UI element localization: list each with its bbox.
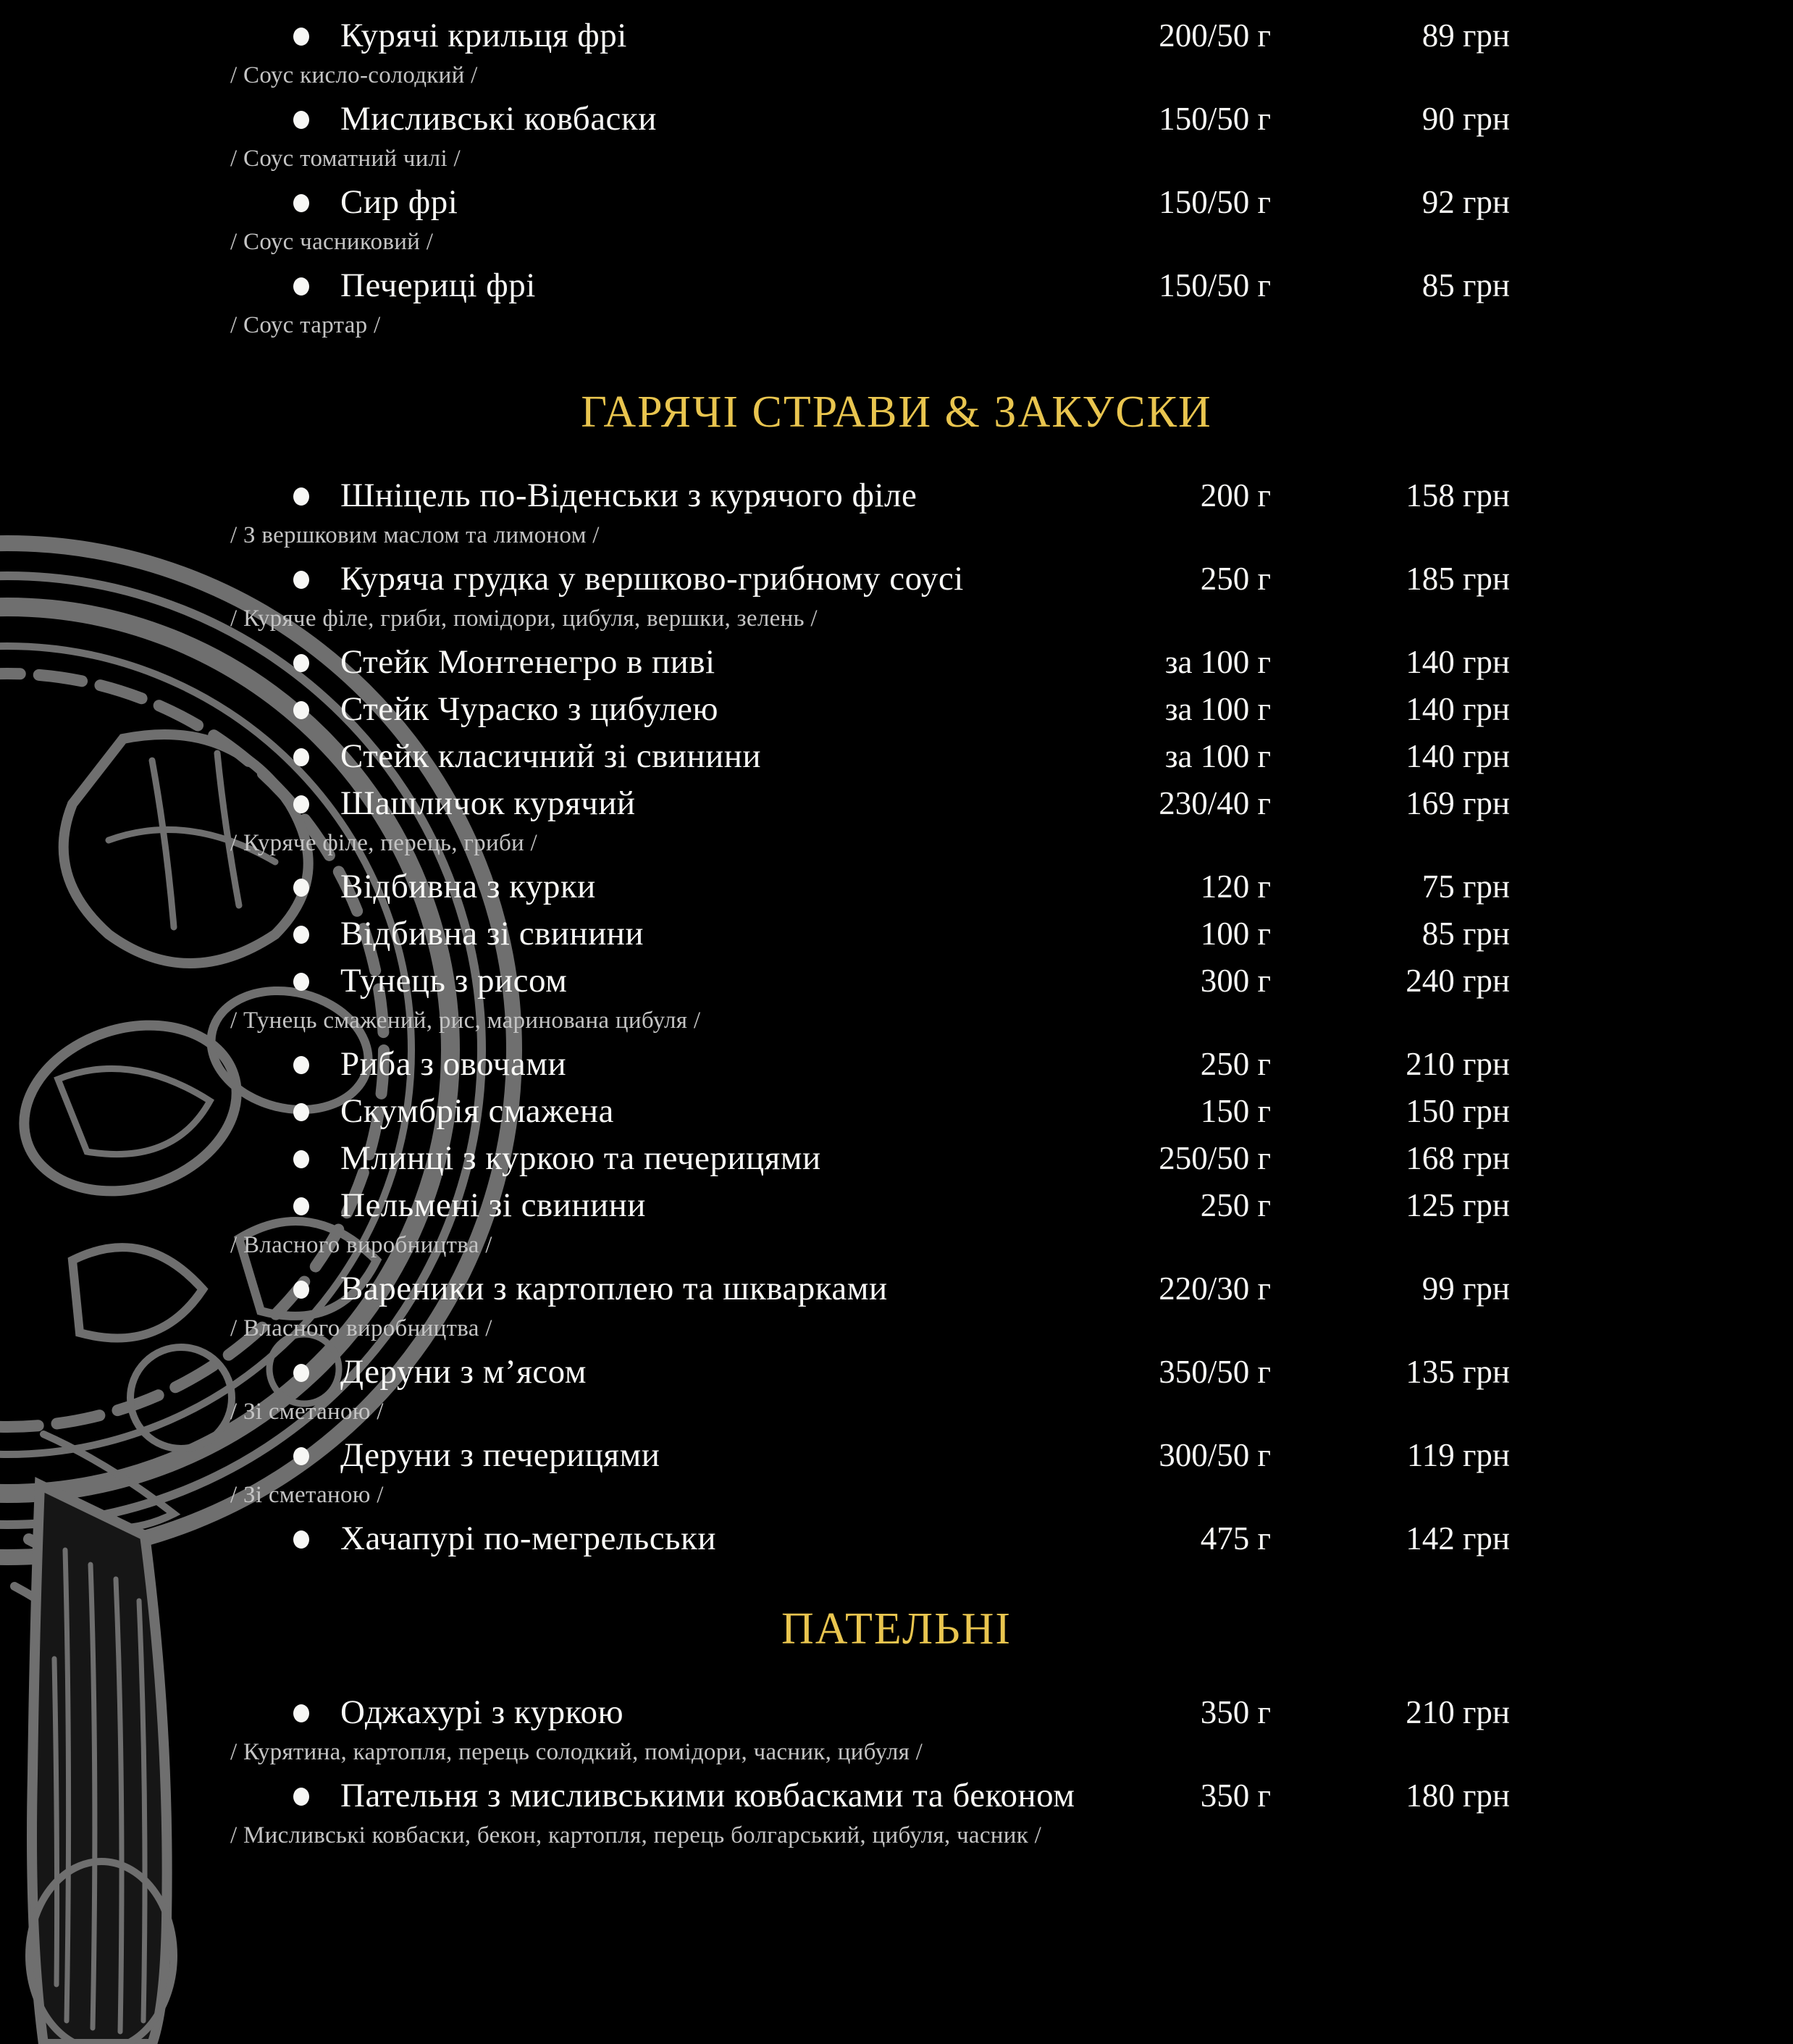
menu-item-row [0, 1433, 1793, 1513]
item-name: Стейк класичний зі свинини [340, 737, 762, 775]
item-name: Шніцель по-Віденськи з курячого філе [340, 477, 918, 514]
item-ingredients-note: / Курятина, картопля, перець солодкий, помідори, часник, цибуля / [230, 1739, 923, 1765]
menu-item-line [0, 1042, 1793, 1086]
menu-item-line [0, 1774, 1793, 1817]
menu-item-name-cell [293, 557, 1075, 600]
item-name: Шашличок курячий [340, 784, 636, 822]
bullet-icon [293, 782, 340, 825]
menu-item-line [0, 1136, 1793, 1180]
item-ingredients-note: / Зі сметаною / [230, 1482, 384, 1508]
bullet-icon [293, 1136, 340, 1180]
menu-item-line [0, 14, 1793, 57]
menu-item-line [0, 1433, 1793, 1477]
item-name: Риба з овочами [340, 1045, 567, 1083]
menu-item-line [0, 1517, 1793, 1560]
item-ingredients-note: / Соус часниковий / [230, 229, 434, 255]
bullet-icon [293, 1184, 340, 1227]
bullet-icon [293, 264, 340, 307]
item-weight: 250 г [1200, 1046, 1271, 1082]
menu-item-line [0, 1267, 1793, 1310]
bullet-icon [293, 1433, 340, 1477]
menu-item-name-cell [293, 1433, 1075, 1477]
item-name: Деруни з печерицями [340, 1436, 660, 1474]
item-name: Куряча грудка у вершково-грибному соусі [340, 560, 964, 598]
menu-item-line [0, 474, 1793, 517]
item-ingredients-note: / Соус тартар / [230, 312, 381, 338]
item-weight: 220/30 г [1159, 1270, 1271, 1307]
menu-item-line [0, 180, 1793, 224]
item-ingredients-note: / Тунець смажений, рис, маринована цибуля / [230, 1008, 701, 1034]
item-ingredients-note: / Власного виробництва / [230, 1232, 492, 1258]
item-name: Відбивна зі свинини [340, 915, 644, 952]
menu-item-row [0, 97, 1793, 177]
menu-item-row [0, 640, 1793, 684]
menu-item-name-cell [293, 687, 1075, 731]
item-weight: 150/50 г [1159, 267, 1271, 303]
item-price: 180 грн [1406, 1777, 1510, 1814]
item-name: Пательня з мисливськими ковбасками та беконом [340, 1777, 1075, 1814]
item-name: Деруни з м’ясом [340, 1353, 587, 1391]
menu-item-row [0, 180, 1793, 260]
item-weight: 300 г [1200, 963, 1271, 999]
item-weight: 230/40 г [1159, 785, 1271, 821]
item-weight: 150 г [1200, 1093, 1271, 1129]
menu-item-name-cell [293, 1774, 1075, 1817]
item-price: 158 грн [1406, 477, 1510, 514]
menu-item-row [0, 264, 1793, 343]
bullet-icon [293, 1691, 340, 1734]
item-price: 150 грн [1406, 1093, 1510, 1129]
bullet-icon [293, 14, 340, 57]
menu-item-row [0, 1517, 1793, 1560]
bullet-icon [293, 687, 340, 731]
bullet-icon [293, 1517, 340, 1560]
item-weight: за 100 г [1164, 691, 1271, 727]
item-ingredients-note: / Соус томатний чилі / [230, 146, 461, 172]
item-weight: 300/50 г [1159, 1437, 1271, 1473]
menu-item-name-cell [293, 1184, 1075, 1227]
menu-item-line [0, 264, 1793, 307]
menu-item-row [0, 557, 1793, 637]
item-price: 75 грн [1422, 868, 1510, 905]
menu-item-line [0, 865, 1793, 908]
item-name: Оджахурі з куркою [340, 1693, 624, 1731]
bullet-icon [293, 1089, 340, 1133]
item-price: 140 грн [1406, 738, 1510, 774]
item-name: Хачапурі по-мегрельськи [340, 1520, 716, 1557]
menu-item-name-cell [293, 1517, 1075, 1560]
item-price: 140 грн [1406, 691, 1510, 727]
item-name: Мисливські ковбаски [340, 100, 657, 138]
menu-item-row [0, 1184, 1793, 1263]
section-title: ГАРЯЧІ СТРАВИ & ЗАКУСКИ [581, 388, 1212, 437]
item-price: 185 грн [1406, 561, 1510, 597]
menu-item-line [0, 1691, 1793, 1734]
menu-item-row [0, 734, 1793, 778]
menu-item-line [0, 97, 1793, 141]
item-ingredients-note: / Мисливські ковбаски, бекон, картопля, перець болгарський, цибуля, часник / [230, 1822, 1042, 1848]
menu-item-name-cell [293, 14, 1075, 57]
menu-item-name-cell [293, 782, 1075, 825]
menu-item-line [0, 912, 1793, 955]
menu-item-row [0, 1267, 1793, 1346]
bullet-icon [293, 912, 340, 955]
item-name: Відбивна з курки [340, 868, 596, 905]
item-price: 169 грн [1406, 785, 1510, 821]
bullet-icon [293, 180, 340, 224]
item-name: Пельмені зі свинини [340, 1186, 646, 1224]
item-price: 85 грн [1422, 916, 1510, 952]
item-price: 140 грн [1406, 644, 1510, 680]
item-weight: 350 г [1200, 1694, 1271, 1730]
item-price: 240 грн [1406, 963, 1510, 999]
item-ingredients-note: / Власного виробництва / [230, 1315, 492, 1341]
menu-item-name-cell [293, 264, 1075, 307]
menu-item-line [0, 959, 1793, 1002]
item-name: Вареники з картоплею та шкварками [340, 1270, 888, 1307]
menu-item-row [0, 1136, 1793, 1180]
item-price: 142 грн [1406, 1520, 1510, 1557]
item-price: 99 грн [1422, 1270, 1510, 1307]
item-weight: 100 г [1200, 916, 1271, 952]
menu-item-row [0, 687, 1793, 731]
menu-item-line [0, 557, 1793, 600]
bullet-icon [293, 1042, 340, 1086]
item-name: Стейк Чураско з цибулею [340, 690, 718, 728]
item-weight: 250/50 г [1159, 1140, 1271, 1176]
bullet-icon [293, 865, 340, 908]
item-weight: 350/50 г [1159, 1354, 1271, 1390]
item-weight: 120 г [1200, 868, 1271, 905]
menu-item-row [0, 1691, 1793, 1770]
item-ingredients-note: / Куряче філе, перець, гриби / [230, 830, 538, 856]
menu-item-line [0, 1184, 1793, 1227]
menu-item-name-cell [293, 1089, 1075, 1133]
item-weight: 350 г [1200, 1777, 1271, 1814]
menu-item-line [0, 734, 1793, 778]
item-price: 89 грн [1422, 17, 1510, 54]
item-weight: за 100 г [1164, 738, 1271, 774]
item-name: Сир фрі [340, 183, 458, 221]
bullet-icon [293, 557, 340, 600]
item-weight: 200/50 г [1159, 17, 1271, 54]
item-ingredients-note: / Соус кисло-солодкий / [230, 62, 478, 88]
item-name: Курячі крильця фрі [340, 17, 627, 54]
menu-item-line [0, 1350, 1793, 1394]
menu-item-name-cell [293, 1267, 1075, 1310]
item-ingredients-note: / Куряче філе, гриби, помідори, цибуля, вершки, зелень / [230, 606, 818, 632]
menu-item-line [0, 687, 1793, 731]
menu-item-name-cell [293, 1042, 1075, 1086]
bullet-icon [293, 97, 340, 141]
menu-item-row [0, 14, 1793, 93]
item-weight: 250 г [1200, 1187, 1271, 1223]
bullet-icon [293, 1774, 340, 1817]
item-name: Стейк Монтенегро в пиві [340, 643, 715, 681]
section-title: ПАТЕЛЬНІ [781, 1604, 1012, 1654]
menu-item-row [0, 782, 1793, 861]
item-weight: 200 г [1200, 477, 1271, 514]
item-weight: 150/50 г [1159, 184, 1271, 220]
item-weight: 250 г [1200, 561, 1271, 597]
menu-item-line [0, 640, 1793, 684]
menu-item-name-cell [293, 1350, 1075, 1394]
item-weight: за 100 г [1164, 644, 1271, 680]
bullet-icon [293, 1350, 340, 1394]
item-name: Печериці фрі [340, 267, 536, 304]
item-price: 168 грн [1406, 1140, 1510, 1176]
item-price: 210 грн [1406, 1046, 1510, 1082]
menu-item-row [0, 865, 1793, 908]
item-ingredients-note: / З вершковим маслом та лимоном / [230, 522, 600, 548]
menu-item-name-cell [293, 640, 1075, 684]
menu-item-row [0, 912, 1793, 955]
menu-item-name-cell [293, 180, 1075, 224]
menu-item-row [0, 474, 1793, 553]
item-price: 92 грн [1422, 184, 1510, 220]
item-name: Тунець з рисом [340, 962, 568, 1000]
menu-item-row [0, 1042, 1793, 1086]
bullet-icon [293, 474, 340, 517]
menu-item-name-cell [293, 1691, 1075, 1734]
item-price: 85 грн [1422, 267, 1510, 303]
menu-item-row [0, 1774, 1793, 1854]
bullet-icon [293, 1267, 340, 1310]
bullet-icon [293, 734, 340, 778]
menu-item-row [0, 1350, 1793, 1430]
menu-item-name-cell [293, 959, 1075, 1002]
menu-item-name-cell [293, 734, 1075, 778]
menu-item-line [0, 1089, 1793, 1133]
menu-item-line [0, 782, 1793, 825]
menu-item-name-cell [293, 1136, 1075, 1180]
menu-item-row [0, 1089, 1793, 1133]
item-name: Скумбрія смажена [340, 1092, 614, 1130]
item-price: 135 грн [1406, 1354, 1510, 1390]
item-price: 90 грн [1422, 101, 1510, 137]
item-weight: 475 г [1200, 1520, 1271, 1557]
bullet-icon [293, 640, 340, 684]
menu-item-name-cell [293, 97, 1075, 141]
item-ingredients-note: / Зі сметаною / [230, 1399, 384, 1425]
menu-item-row [0, 959, 1793, 1039]
menu-item-name-cell [293, 865, 1075, 908]
item-weight: 150/50 г [1159, 101, 1271, 137]
item-price: 125 грн [1406, 1187, 1510, 1223]
item-price: 210 грн [1406, 1694, 1510, 1730]
item-name: Млинці з куркою та печерицями [340, 1139, 821, 1177]
item-price: 119 грн [1406, 1437, 1510, 1473]
menu-item-name-cell [293, 474, 1075, 517]
bullet-icon [293, 959, 340, 1002]
menu-item-name-cell [293, 912, 1075, 955]
